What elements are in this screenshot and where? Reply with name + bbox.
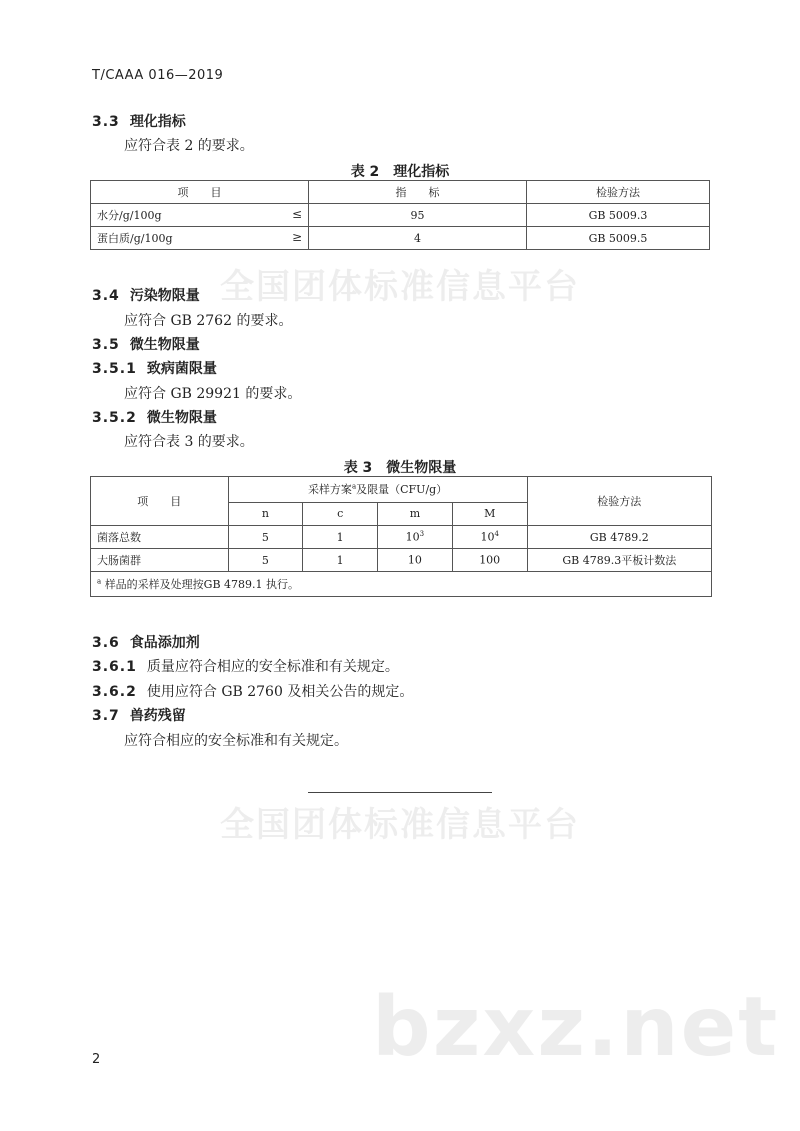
subheader-cell: c — [303, 502, 378, 525]
value-cell: 95 — [309, 204, 527, 227]
clause — [92, 681, 413, 701]
m-cell — [378, 549, 453, 572]
clause-text: 使用应符合 GB 2760 及相关公告的规定。 — [146, 684, 414, 700]
section-heading — [92, 632, 200, 652]
value-cell: 4 — [309, 227, 527, 250]
table-caption: 表 2 理化指标 — [350, 164, 450, 180]
m-value: 10 — [405, 530, 420, 544]
section-number: 3.5.1 — [92, 361, 137, 377]
footnote-cell — [91, 572, 712, 597]
method-cell: GB 4789.2 — [527, 526, 711, 549]
table-microbial — [90, 476, 712, 597]
header-cell: 指 标 — [309, 181, 527, 204]
paragraph: 应符合表 2 的要求。 — [124, 138, 254, 154]
section-heading — [92, 358, 217, 378]
section-heading — [92, 111, 186, 131]
document-code: T/CAAA 016—2019 — [92, 68, 224, 83]
n-cell: 5 — [228, 526, 303, 549]
paragraph: 应符合相应的安全标准和有关规定。 — [124, 733, 348, 749]
M-cell — [452, 549, 527, 572]
table-caption: 表 3 微生物限量 — [343, 460, 457, 476]
header-cell-sampling — [228, 477, 527, 503]
c-cell: 1 — [303, 549, 378, 572]
paragraph: 应符合 GB 29921 的要求。 — [124, 386, 302, 402]
watermark-platform: 全国团体标准信息平台 — [220, 805, 580, 845]
clause-number: 3.6.1 — [92, 659, 137, 675]
table-row — [91, 549, 712, 572]
c-cell: 1 — [303, 526, 378, 549]
section-heading — [92, 705, 186, 725]
end-rule — [308, 792, 492, 793]
item-cell: 菌落总数 — [91, 526, 229, 549]
section-title: 微生物限量 — [146, 410, 217, 426]
clause-text: 质量应符合相应的安全标准和有关规定。 — [146, 659, 399, 675]
watermark-platform: 全国团体标准信息平台 — [220, 267, 580, 307]
method-cell: GB 5009.5 — [527, 227, 710, 250]
table-physicochemical — [90, 180, 710, 250]
sampling-label-rest: 及限量（CFU/g） — [356, 483, 448, 497]
item-cell — [91, 227, 309, 250]
watermark-site: bzxz.net — [372, 980, 780, 1075]
M-cell — [452, 526, 527, 549]
section-title: 理化指标 — [129, 114, 186, 130]
section-number: 3.4 — [92, 288, 120, 304]
section-title: 兽药残留 — [129, 708, 186, 724]
section-title: 污染物限量 — [129, 288, 200, 304]
subheader-cell: m — [378, 502, 453, 525]
comparison-symbol: ≤ — [291, 207, 302, 221]
item-label: 水分/g/100g — [97, 209, 162, 222]
item-cell: 大肠菌群 — [91, 549, 229, 572]
table-row — [91, 526, 712, 549]
header-cell: 检验方法 — [527, 477, 711, 526]
item-label: 蛋白质/g/100g — [97, 232, 173, 245]
section-title: 微生物限量 — [129, 337, 200, 353]
m-exponent: 3 — [419, 530, 425, 539]
n-cell: 5 — [228, 549, 303, 572]
paragraph: 应符合 GB 2762 的要求。 — [124, 313, 293, 329]
table-footnote-row — [91, 572, 712, 597]
section-number: 3.7 — [92, 708, 120, 724]
item-cell — [91, 204, 309, 227]
table-header-row — [91, 477, 712, 503]
section-number: 3.6 — [92, 635, 120, 651]
header-cell: 检验方法 — [527, 181, 710, 204]
sampling-label: 采样方案 — [307, 483, 352, 497]
table-row — [91, 227, 710, 250]
section-heading — [92, 407, 217, 427]
clause-number: 3.6.2 — [92, 684, 137, 700]
subheader-cell: M — [452, 502, 527, 525]
section-number: 3.5 — [92, 337, 120, 353]
paragraph: 应符合表 3 的要求。 — [124, 434, 254, 450]
footnote-marker: a — [351, 482, 357, 491]
page-number: 2 — [92, 1052, 101, 1067]
section-number: 3.3 — [92, 114, 120, 130]
M-value: 10 — [480, 530, 495, 544]
section-title: 食品添加剂 — [129, 635, 200, 651]
section-number: 3.5.2 — [92, 410, 137, 426]
footnote-marker: a — [97, 577, 102, 586]
section-title: 致病菌限量 — [146, 361, 217, 377]
m-cell — [378, 526, 453, 549]
M-exponent: 4 — [494, 530, 499, 539]
method-cell: GB 5009.3 — [527, 204, 710, 227]
clause — [92, 656, 399, 676]
comparison-symbol: ≥ — [291, 230, 302, 244]
m-value: 10 — [407, 553, 422, 567]
subheader-cell: n — [228, 502, 303, 525]
table-header-row — [91, 181, 710, 204]
footnote-text: 样品的采样及处理按GB 4789.1 执行。 — [104, 578, 300, 591]
header-cell: 项 目 — [91, 181, 309, 204]
header-cell: 项 目 — [91, 477, 229, 526]
section-heading — [92, 334, 200, 354]
method-cell: GB 4789.3平板计数法 — [527, 549, 711, 572]
M-value: 100 — [479, 553, 501, 567]
table-row — [91, 204, 710, 227]
